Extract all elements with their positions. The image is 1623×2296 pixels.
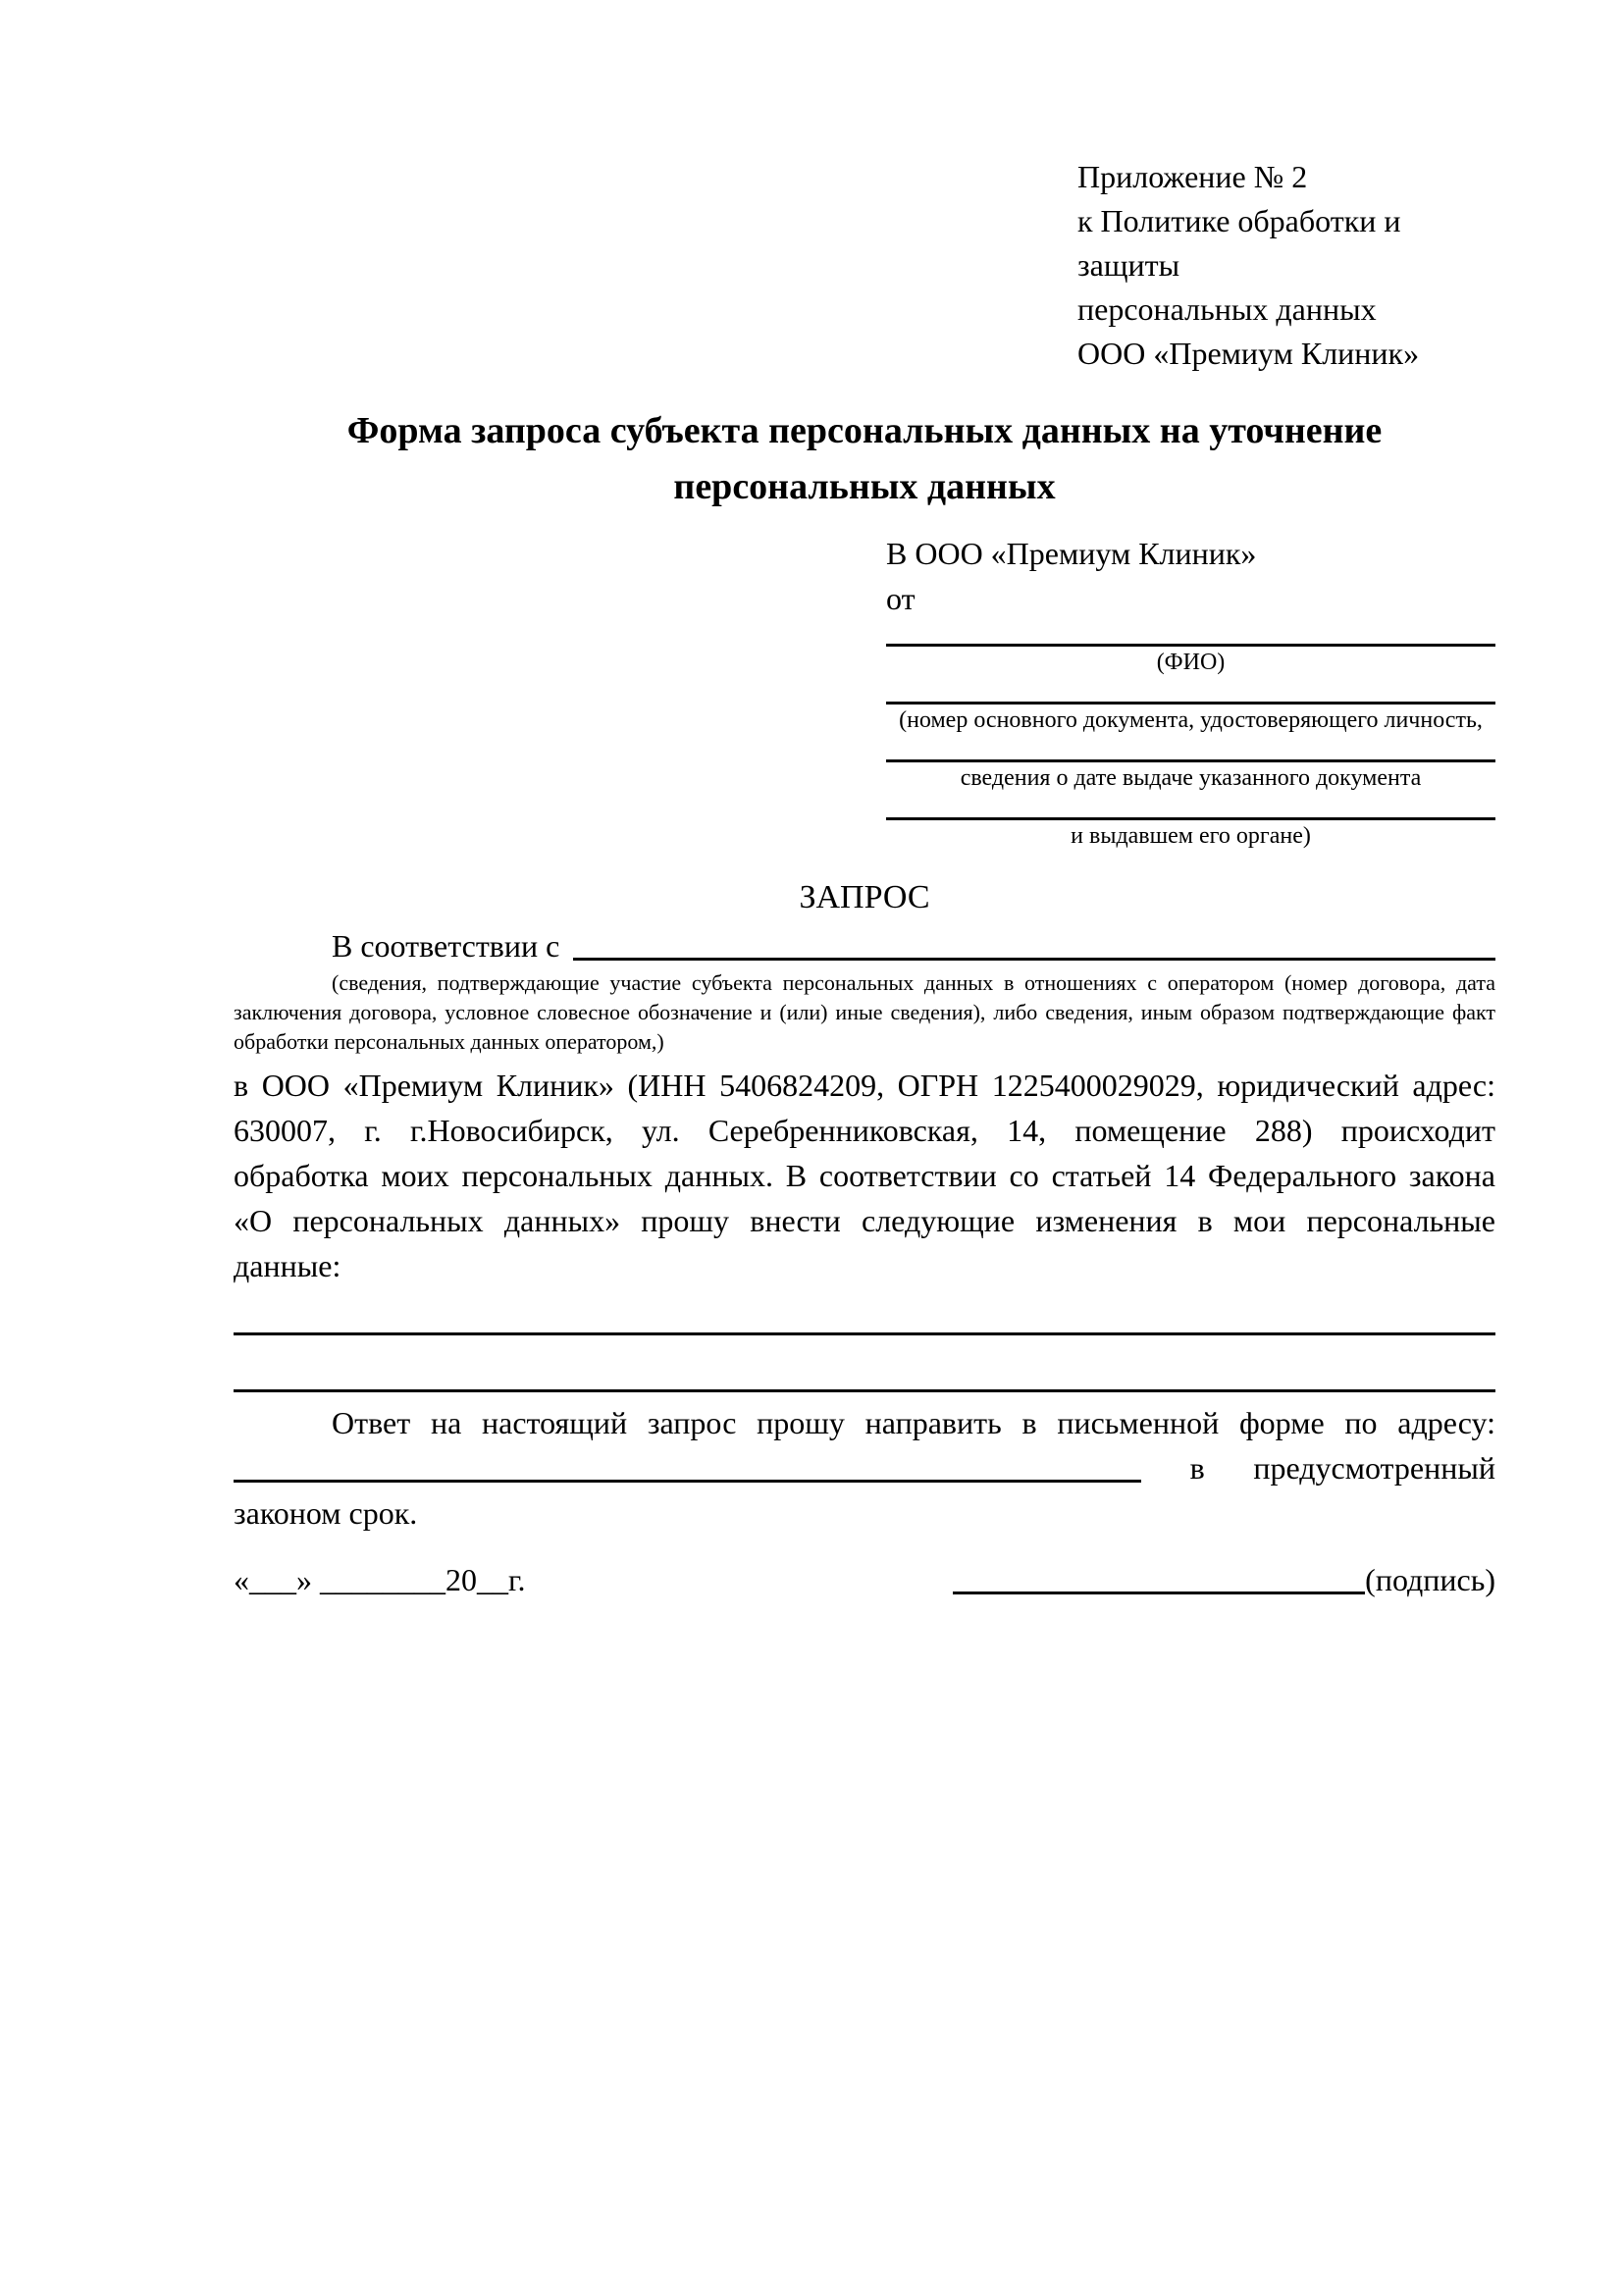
document-number-caption: (номер основного документа, удостоверяющего личность,: [899, 707, 1483, 733]
date-blank: «___» ________20__г.: [234, 1562, 526, 1597]
addressee-block: [886, 531, 1495, 853]
request-body: [234, 1063, 1495, 1288]
annex-note-line: ООО «Премиум Клиник»: [1077, 336, 1420, 371]
answer-continuation-word: в: [1189, 1450, 1205, 1486]
body-line: данные:: [234, 1248, 341, 1283]
signature-group: [953, 1557, 1495, 1602]
body-line: обработка моих персональных данных. В соответствии со статьей 14 Федерального закона: [234, 1158, 1495, 1193]
annex-note-line: персональных данных: [1077, 291, 1377, 327]
document-number-blank-line: [886, 679, 1495, 704]
annex-note-line: Приложение № 2: [1077, 159, 1308, 194]
answer-line-2: [234, 1445, 1495, 1490]
fio-caption: (ФИО): [1156, 650, 1226, 675]
issue-date-caption: сведения о дате выдаче указанного документа: [960, 765, 1422, 791]
accordance-note: [234, 968, 1495, 1057]
body-line: «О персональных данных» прошу внести следующие изменения в мои персональные: [234, 1203, 1495, 1238]
note-line: (сведения, подтверждающие участие субъекта персональных данных в отношениях с оператором (номер договора, дата: [332, 970, 1495, 995]
answer-continuation-word: предусмотренный: [1253, 1450, 1495, 1486]
changes-blank-line-2: [234, 1335, 1495, 1392]
addressee-from-label: от: [886, 581, 916, 616]
signature-blank-line: [953, 1592, 1365, 1594]
answer-line-3: законом срок.: [234, 1495, 418, 1531]
changes-blank-line-1: [234, 1288, 1495, 1335]
annex-note-line: к Политике обработки и защиты: [1077, 203, 1401, 283]
note-line: обработки персональных данных оператором,): [234, 1029, 664, 1054]
fio-blank-line: [886, 621, 1495, 647]
date-signature-row: [234, 1557, 1495, 1602]
note-line: заключения договора, условное словесное обозначение и (или) иные сведения), либо сведения, иным образом подтверждающие факт: [234, 1000, 1495, 1024]
accordance-blank-line: [573, 958, 1495, 961]
signature-caption: (подпись): [1365, 1562, 1495, 1597]
accordance-lead: В соответствии с: [332, 928, 560, 964]
accordance-row: [234, 923, 1495, 968]
issuing-authority-caption: и выдавшем его органе): [1071, 823, 1311, 849]
body-line: в ООО «Премиум Клиник» (ИНН 5406824209, ОГРН 1225400029029, юридический адрес:: [234, 1068, 1495, 1103]
body-line: 630007, г. г.Новосибирск, ул. Серебренниковская, 14, помещение 288) происходит: [234, 1113, 1495, 1148]
address-blank-line: [234, 1480, 1141, 1483]
issue-date-blank-line: [886, 737, 1495, 762]
addressee-to: В ООО «Премиум Клиник»: [886, 536, 1257, 571]
issuing-authority-blank-line: [886, 795, 1495, 820]
document-title: Форма запроса субъекта персональных данных на уточнение персональных данных: [346, 410, 1383, 507]
annex-note: [1077, 155, 1499, 376]
answer-line-1: Ответ на настоящий запрос прошу направить в письменной форме по адресу:: [332, 1405, 1495, 1440]
request-heading: ЗАПРОС: [799, 879, 930, 915]
